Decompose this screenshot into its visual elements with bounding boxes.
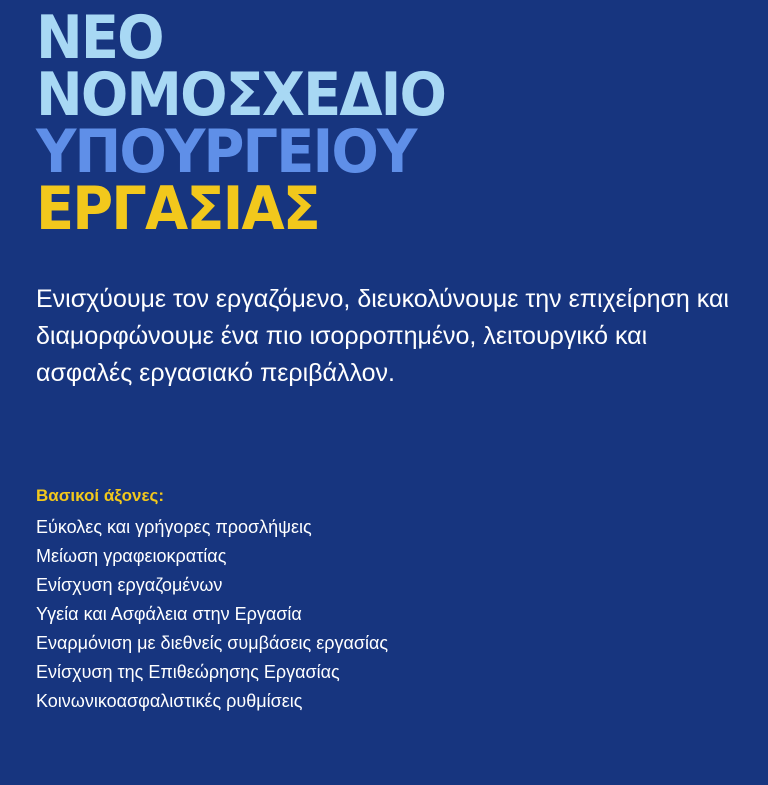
axes-title: Βασικοί άξονες: bbox=[36, 486, 165, 505]
axes-item: Κοινωνικοασφαλιστικές ρυθμίσεις bbox=[36, 691, 303, 711]
axes-item: Υγεία και Ασφάλεια στην Εργασία bbox=[36, 604, 302, 624]
axes-item: Μείωση γραφειοκρατίας bbox=[36, 546, 227, 566]
axes-item: Εύκολες και γρήγορες προσλήψεις bbox=[36, 517, 312, 537]
headline-line-2: ΝΟΜΟΣΧΕΔΙΟ bbox=[36, 60, 446, 130]
axes-list bbox=[36, 513, 388, 716]
headline-line-3: ΥΠΟΥΡΓΕΙΟΥ bbox=[36, 117, 416, 187]
axes-item: Εναρμόνιση με διεθνείς συμβάσεις εργασίας bbox=[36, 633, 389, 653]
intro-paragraph: Ενισχύουμε τον εργαζόμενο, διευκολύνουμε την επιχείρηση και διαμορφώνουμε ένα πιο ισορροπημένο, λειτουργικό και ασφαλές εργασιακό περιβάλλον. bbox=[36, 285, 729, 387]
axes-item: Ενίσχυση της Επιθεώρησης Εργασίας bbox=[36, 662, 340, 682]
headline bbox=[36, 3, 446, 244]
headline-line-4: ΕΡΓΑΣΙΑΣ bbox=[36, 174, 320, 244]
axes-item: Ενίσχυση εργαζομένων bbox=[36, 575, 223, 595]
headline-line-1: ΝΕΟ bbox=[36, 3, 163, 73]
